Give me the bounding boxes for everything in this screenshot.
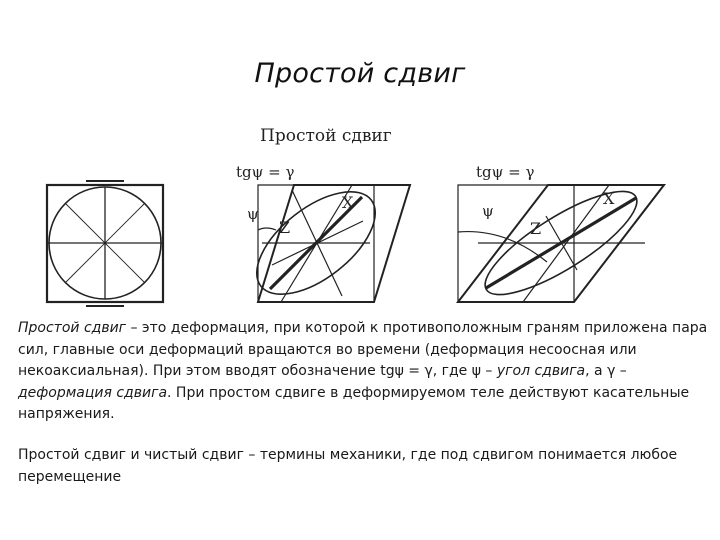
- definition-paragraph: [18, 318, 708, 426]
- left-axis-x: X: [342, 193, 354, 212]
- sheared-parallelogram-1: [239, 172, 410, 313]
- right-axis-x: X: [603, 189, 615, 208]
- left-psi: ψ: [247, 205, 259, 223]
- left-formula: tgψ = γ: [236, 163, 295, 181]
- left-axis-z: Z: [279, 218, 291, 237]
- term-simple-shear: Простой сдвиг: [18, 320, 127, 336]
- definition-text-b: , а γ –: [585, 363, 627, 379]
- figure-caption: Простой сдвиг: [260, 126, 392, 146]
- right-axis-z: Z: [530, 219, 542, 238]
- definition-text-c: . При простом сдвиге в деформируемом теле действуют касательные напряжения.: [18, 384, 690, 422]
- note-paragraph: Простой сдвиг и чистый сдвиг – термины механики, где под сдвигом понимается любое перемещение: [18, 447, 678, 485]
- term-shear-angle: угол сдвига: [496, 363, 586, 379]
- sheared-parallelogram-2: [458, 174, 664, 311]
- undeformed-square: [47, 181, 163, 306]
- right-psi: ψ: [482, 202, 494, 220]
- slide-title: Простой сдвиг: [254, 58, 466, 89]
- right-formula: tgψ = γ: [476, 163, 535, 181]
- definition-text-a: – это деформация, при которой к противоположным граням приложена пара сил, главные оси деформаций вращаются во времени (деформация несоосная или некоаксиальная). При этом вводят обозначение tgψ = γ, где ψ –: [18, 320, 708, 379]
- term-shear-strain: деформация сдвига: [18, 384, 168, 401]
